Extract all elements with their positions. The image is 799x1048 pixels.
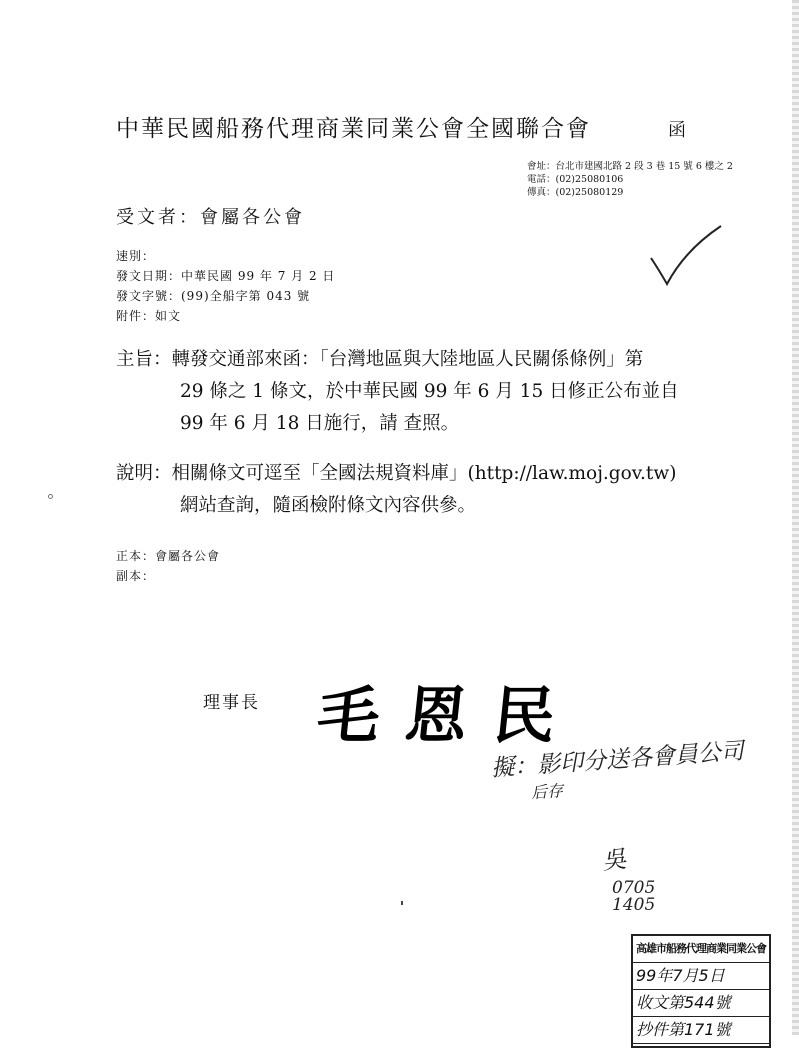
scan-speck: [48, 494, 53, 499]
speed-field: 速別：: [116, 249, 156, 263]
subject-paragraph: [116, 344, 716, 440]
document-metadata: [116, 246, 335, 326]
subject-line: 99 年 6 月 18 日施行，請 查照。: [180, 413, 460, 434]
scan-edge: [792, 0, 799, 1035]
distribution-list: [116, 546, 220, 586]
subject-line: 29 條之 1 條文，於中華民國 99 年 6 月 15 日修正公布並自: [180, 381, 679, 402]
handwritten-date-line: 1405: [612, 895, 656, 915]
attachment-field: 附件：如文: [116, 309, 182, 323]
received-stamp: [631, 934, 771, 1048]
stamp-copy-number: 抄件第171號: [633, 1017, 769, 1044]
document-type: 函: [668, 120, 686, 141]
scan-speck: [401, 901, 403, 905]
fax-line: 傳真：(02)25080129: [527, 187, 624, 198]
explanation-line: 網站查詢，隨函檢附條文內容供參。: [180, 495, 477, 516]
handwritten-date-line: 0705: [612, 878, 656, 898]
address-line: 會址：台北市建國北路 2 段 3 巷 15 號 6 樓之 2: [527, 161, 733, 172]
organization-title: 中華民國船務代理商業同業公會全國聯合會: [116, 116, 591, 142]
handwritten-date: [612, 880, 655, 914]
recipient-line: 受文者：會屬各公會: [116, 207, 305, 228]
stamp-date: 99年7月5日: [633, 963, 769, 990]
handwritten-note-line: 擬：影印分送各會員公司: [490, 738, 745, 782]
handwritten-initials: 吳: [600, 844, 628, 876]
cc-recipient: 副本：: [116, 569, 156, 583]
chairman-title: 理事長: [203, 693, 260, 713]
subject-line: 主旨：轉發交通部來函：「台灣地區與大陸地區人民關係條例」第: [116, 349, 644, 370]
stamp-organization: 高雄市船務代理商業同業公會: [633, 936, 769, 963]
handwritten-note-line: 后存: [530, 781, 564, 803]
phone-line: 電話：(02)25080106: [527, 174, 624, 185]
explanation-line: 說明：相關條文可逕至「全國法規資料庫」(http://law.moj.gov.tw): [116, 463, 677, 484]
explanation-paragraph: [116, 458, 716, 522]
issue-date-field: 發文日期：中華民國 99 年 7 月 2 日: [116, 269, 336, 283]
document-number-field: 發文字號：(99)全船字第 043 號: [116, 289, 311, 303]
main-recipient: 正本：會屬各公會: [116, 549, 221, 563]
checkmark-icon: [645, 220, 725, 290]
contact-info: [527, 160, 733, 199]
chairman-signature: 毛恩民: [313, 679, 586, 752]
stamp-received-number: 收文第544號: [633, 990, 769, 1017]
